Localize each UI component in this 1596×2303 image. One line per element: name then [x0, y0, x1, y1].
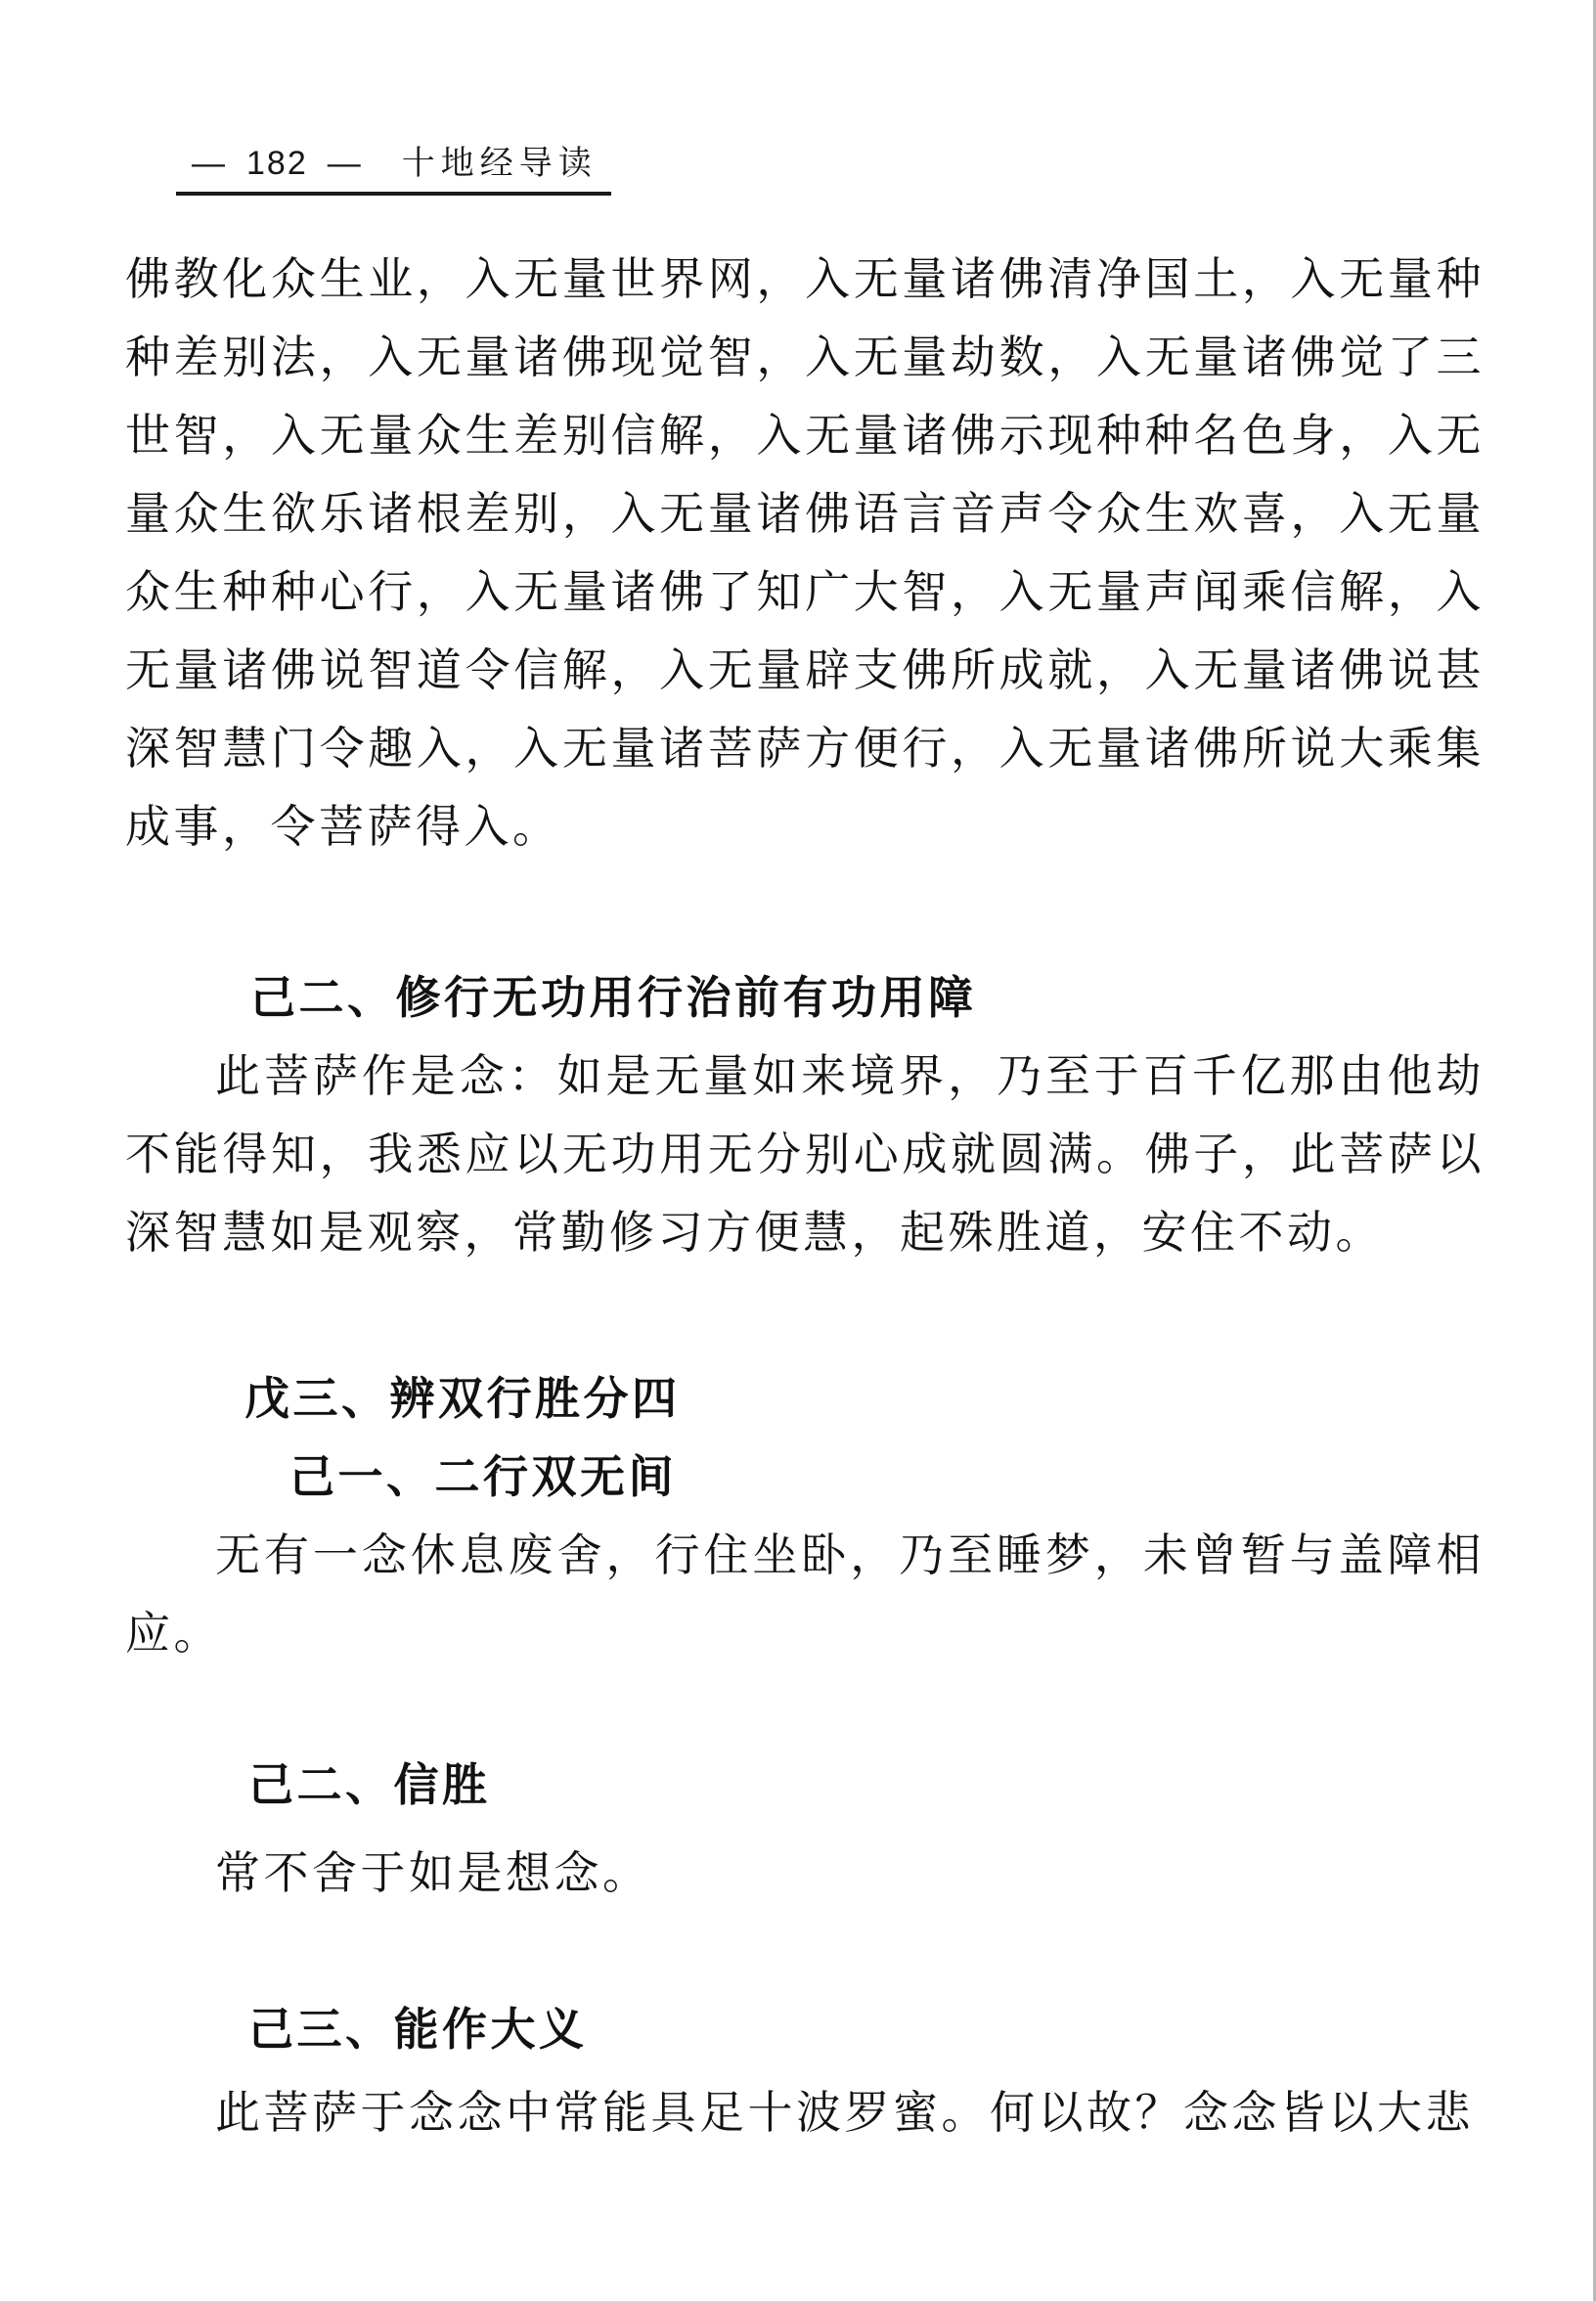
- body-paragraph-1: 佛教化众生业，入无量世界网，入无量诸佛清净国土，入无量种种差别法，入无量诸佛现觉智，入无量劫数，入无量诸佛觉了三世智，入无量众生差别信解，入无量诸佛示现种种名色身，入无量众生欲乐诸根差别，入无量诸佛语言音声令众生欢喜，入无量众生种种心行，入无量诸佛了知广大智，入无量声闻乘信解，入无量诸佛说智道令信解，入无量辟支佛所成就，入无量诸佛说甚深智慧门令趣入，入无量诸菩萨方便行，入无量诸佛所说大乘集成事，令菩萨得入。: [125, 253, 1485, 852]
- book-title: 十地经导读: [401, 145, 598, 182]
- body-paragraph-3: 无有一念休息废舍，行住坐卧，乃至睡梦，未曾暂与盖障相应。: [125, 1529, 1485, 1659]
- section-heading-ji3-nengzuodayi: 己三、能作大义: [248, 2004, 588, 2055]
- body-paragraph-5: 此菩萨于念念中常能具足十波罗蜜。何以故？念念皆以大悲: [215, 2087, 1474, 2138]
- body-paragraph-4: 常不舍于如是想念。: [215, 1847, 651, 1898]
- running-header: [176, 145, 611, 196]
- body-paragraph-2: 此菩萨作是念：如是无量如来境界，乃至于百千亿那由他劫不能得知，我悉应以无功用无分别心成就圆满。佛子，此菩萨以深智慧如是观察，常勤修习方便慧，起殊胜道，安住不动。: [125, 1050, 1485, 1258]
- section-heading-ji1-erxing: 己一、二行双无间: [289, 1451, 677, 1502]
- section-heading-ji2-xinsheng: 己二、信胜: [248, 1759, 491, 1810]
- page-number: 182: [246, 145, 308, 182]
- page-body: [125, 240, 1485, 2151]
- section-heading-ji2-xiuxing: 己二、修行无功用行治前有功用障: [250, 972, 977, 1023]
- section-heading-wu3-bian: 戊三、辨双行胜分四: [244, 1373, 681, 1424]
- header-dash-left: —: [192, 145, 227, 182]
- header-dash-right: —: [327, 145, 363, 182]
